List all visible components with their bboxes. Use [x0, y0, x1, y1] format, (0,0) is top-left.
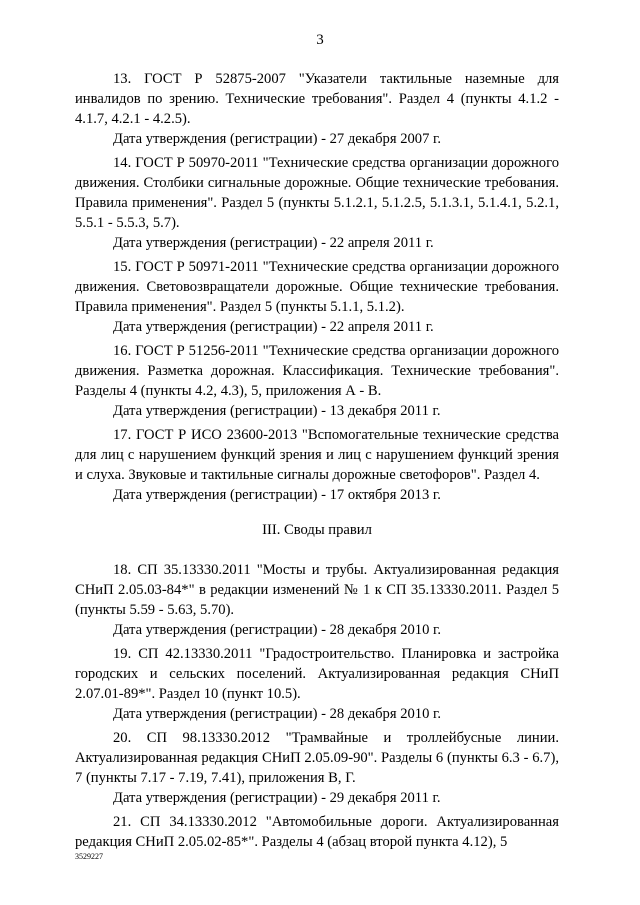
- approval-date-17: Дата утверждения (регистрации) - 17 октября 2013 г.: [113, 487, 441, 503]
- section-title: III. Своды правил: [262, 522, 372, 538]
- list-item-20: 20. СП 98.13330.2012 "Трамвайные и троллейбусные линии. Актуализированная редакция СНиП 2.05.09-90". Разделы 6 (пункты 6.3 - 6.7), 7 (пункты 7.17 - 7.19, 7.41), приложения В, Г.: [75, 730, 559, 786]
- list-item-17: 17. ГОСТ Р ИСО 23600-2013 "Вспомогательные технические средства для лиц с нарушением функций зрения и лиц с нарушением функций зрения и слуха. Звуковые и тактильные сигналы дорожные светофоров". Раздел 4.: [75, 427, 559, 483]
- rules-list: [75, 560, 559, 852]
- document-code: 3529227: [75, 852, 103, 861]
- approval-date-20: Дата утверждения (регистрации) - 29 декабря 2011 г.: [113, 790, 441, 806]
- list-item-16: 16. ГОСТ Р 51256-2011 "Технические средства организации дорожного движения. Разметка дорожная. Классификация. Технические требования". Разделы 4 (пункты 4.2, 4.3), 5, приложения А - В.: [75, 343, 559, 399]
- approval-date-16: Дата утверждения (регистрации) - 13 декабря 2011 г.: [113, 403, 441, 419]
- list-item-19: 19. СП 42.13330.2011 "Градостроительство. Планировка и застройка городских и сельских поселений. Актуализированная редакция СНиП 2.07.01-89*". Раздел 10 (пункт 10.5).: [75, 646, 559, 702]
- approval-date-18: Дата утверждения (регистрации) - 28 декабря 2010 г.: [113, 622, 442, 638]
- list-item-13: 13. ГОСТ Р 52875-2007 "Указатели тактильные наземные для инвалидов по зрению. Технические требования". Раздел 4 (пункты 4.1.2 - 4.1.7, 4.2.1 - 4.2.5).: [75, 71, 559, 127]
- approval-date-15: Дата утверждения (регистрации) - 22 апреля 2011 г.: [113, 319, 434, 335]
- approval-date-14: Дата утверждения (регистрации) - 22 апреля 2011 г.: [113, 235, 434, 251]
- list-item-18: 18. СП 35.13330.2011 "Мосты и трубы. Актуализированная редакция СНиП 2.05.03-84*" в редакции изменений № 1 к СП 35.13330.2011. Раздел 5 (пункты 5.59 - 5.63, 5.70).: [75, 562, 559, 618]
- approval-date-13: Дата утверждения (регистрации) - 27 декабря 2007 г.: [113, 131, 442, 147]
- page-number: 3: [316, 32, 324, 48]
- document-body: [75, 69, 559, 852]
- list-item-15: 15. ГОСТ Р 50971-2011 "Технические средства организации дорожного движения. Световозвращатели дорожные. Общие технические требования. Правила применения". Раздел 5 (пункты 5.1.1, 5.1.2).: [75, 259, 559, 315]
- approval-date-19: Дата утверждения (регистрации) - 28 декабря 2010 г.: [113, 706, 442, 722]
- list-item-21: 21. СП 34.13330.2012 "Автомобильные дороги. Актуализированная редакция СНиП 2.05.02-85*". Разделы 4 (абзац второй пункта 4.12), 5: [75, 814, 559, 850]
- standards-list: [75, 69, 559, 505]
- list-item-14: 14. ГОСТ Р 50970-2011 "Технические средства организации дорожного движения. Столбики сигнальные дорожные. Общие технические требования. Правила применения". Раздел 5 (пункты 5.1.2.1, 5.1.2.5, 5.1.3.1, 5.1.4.1, 5.2.1, 5.5.1 - 5.5.3, 5.7).: [75, 155, 559, 231]
